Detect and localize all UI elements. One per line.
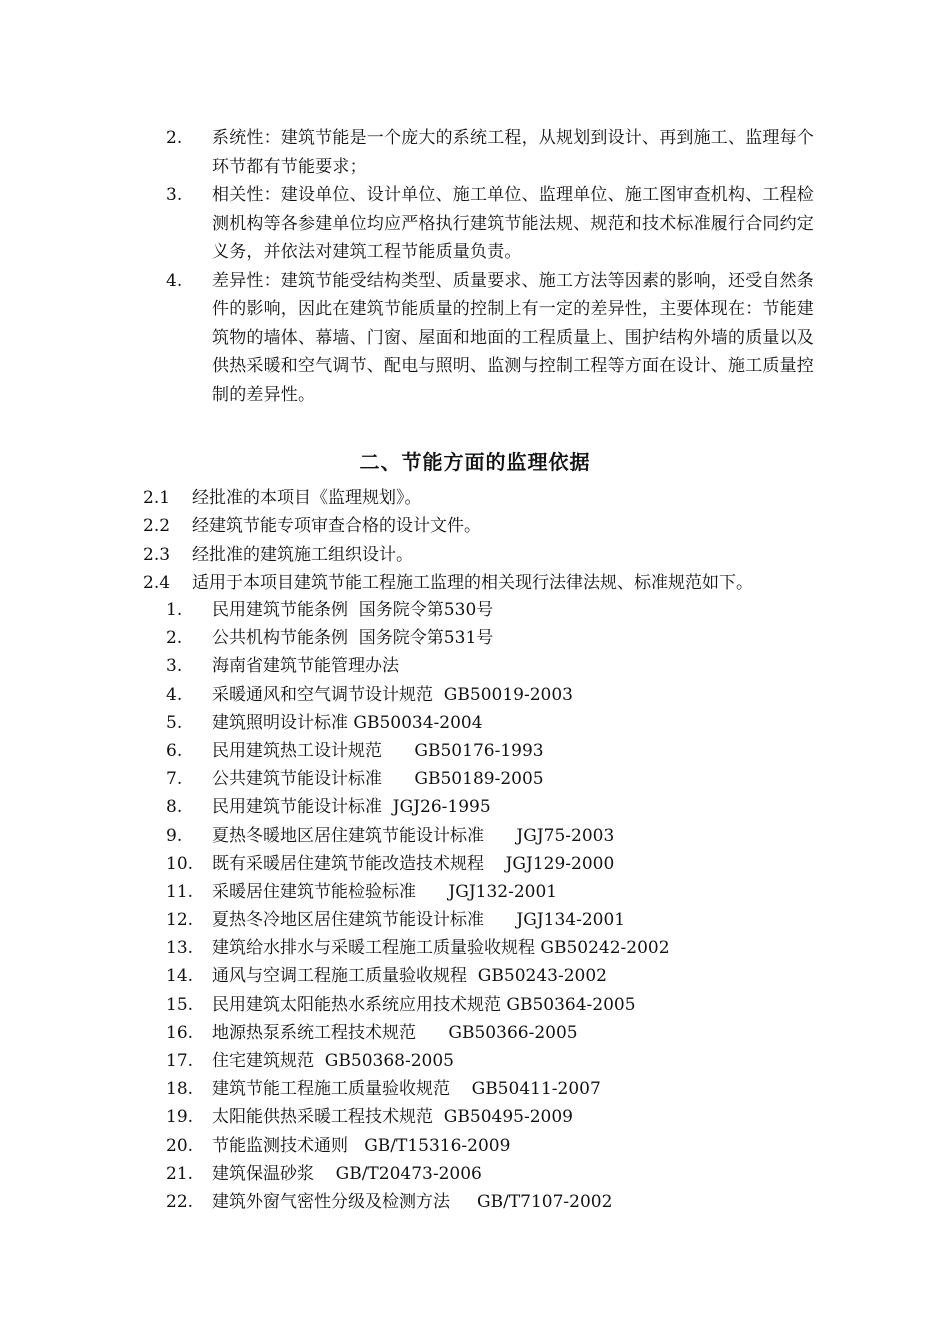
standard-item-text: 建筑节能工程施工质量验收规范 GB50411-2007 xyxy=(212,1079,601,1100)
standard-item-number: 5. xyxy=(166,712,183,733)
standard-item-text: 民用建筑太阳能热水系统应用技术规范 GB50364-2005 xyxy=(212,994,636,1015)
standard-item xyxy=(150,624,850,652)
standard-item xyxy=(150,1103,850,1131)
standard-item-text: 民用建筑热工设计规范 GB50176-1993 xyxy=(212,740,544,761)
standard-item-number: 4. xyxy=(166,684,183,705)
section-heading: 二、节能方面的监理依据 xyxy=(359,450,591,474)
standard-item-text: 太阳能供热采暖工程技术规范 GB50495-2009 xyxy=(212,1107,573,1128)
standard-item xyxy=(150,652,850,680)
standard-item xyxy=(150,596,850,624)
standard-item-number: 11. xyxy=(166,881,194,902)
standard-item-text: 夏热冬暖地区居住建筑节能设计标准 JGJ75-2003 xyxy=(212,825,615,846)
standard-item-text: 夏热冬冷地区居住建筑节能设计标准 JGJ134-2001 xyxy=(212,910,626,931)
list-item-number: 4. xyxy=(166,270,183,291)
list-item-number: 3. xyxy=(166,185,183,205)
standard-item-number: 3. xyxy=(166,656,183,677)
standard-item-number: 17. xyxy=(166,1051,194,1071)
list-item xyxy=(143,569,843,597)
standard-item-number: 10. xyxy=(166,853,194,874)
standard-item xyxy=(150,1132,850,1160)
standard-item xyxy=(150,709,850,737)
list-item xyxy=(150,181,830,267)
standard-item-text: 民用建筑节能设计标准 JGJ26-1995 xyxy=(212,797,491,818)
standard-item-number: 18. xyxy=(166,1079,194,1100)
standard-item-number: 6. xyxy=(166,740,183,761)
list-item xyxy=(143,512,843,540)
standard-item xyxy=(150,1188,850,1216)
standard-item-text: 建筑外窗气密性分级及检测方法 GB/T7107-2002 xyxy=(212,1191,613,1212)
list-item-text: 经批准的建筑施工组织设计。 xyxy=(192,544,413,565)
standard-item-number: 21. xyxy=(166,1163,194,1184)
standard-item-text: 地源热泵系统工程技术规范 GB50366-2005 xyxy=(212,1022,578,1043)
list-item-text: 差异性：建筑节能受结构类型、质量要求、施工方法等因素的影响，还受自然条件的影响，因此在建筑节能质量的控制上有一定的差异性，主要体现在：节能建筑物的墙体、幕墙、门窗、屋面和地面的工程质量上、围护结构外墙的质量以及供热采暖和空气调节、配电与照明、监测与控制工程等方面在设计、施工质量控制的差异性。 xyxy=(212,270,814,405)
standard-item xyxy=(150,934,850,962)
list-item xyxy=(150,267,830,410)
standard-item-text: 通风与空调工程施工质量验收规程 GB50243-2002 xyxy=(212,966,607,987)
standard-item-text: 采暖通风和空气调节设计规范 GB50019-2003 xyxy=(212,684,573,705)
standard-item xyxy=(150,793,850,821)
list-item-number: 2.2 xyxy=(143,516,171,537)
standard-item-number: 16. xyxy=(166,1022,194,1043)
list-item xyxy=(143,541,843,569)
standard-item-text: 节能监测技术通则 GB/T15316-2009 xyxy=(212,1135,511,1156)
list-item xyxy=(143,484,843,512)
standard-item-text: 公共机构节能条例 国务院令第531号 xyxy=(212,628,494,649)
standard-item xyxy=(150,850,850,878)
list-item-text: 系统性：建筑节能是一个庞大的系统工程，从规划到设计、再到施工、监理每个环节都有节能要求； xyxy=(212,128,814,177)
standard-item xyxy=(150,1160,850,1188)
standard-item-text: 建筑保温砂浆 GB/T20473-2006 xyxy=(212,1163,482,1184)
standard-item-number: 13. xyxy=(166,938,194,959)
standard-item-number: 1. xyxy=(166,600,183,620)
list-item xyxy=(150,124,830,181)
standard-item-text: 公共建筑节能设计标准 GB50189-2005 xyxy=(212,769,544,790)
standard-item-number: 19. xyxy=(166,1107,194,1128)
standard-item-text: 建筑照明设计标准 GB50034-2004 xyxy=(212,712,483,733)
standard-item-number: 9. xyxy=(166,825,183,846)
standard-item xyxy=(150,1075,850,1103)
basis-list xyxy=(143,484,843,598)
standard-item-number: 20. xyxy=(166,1135,194,1156)
standard-item xyxy=(150,822,850,850)
standard-item-text: 住宅建筑规范 GB50368-2005 xyxy=(212,1051,454,1071)
standards-list xyxy=(150,596,850,1216)
list-item-text: 经批准的本项目《监理规划》。 xyxy=(192,488,422,508)
standard-item-text: 建筑给水排水与采暖工程施工质量验收规程 GB50242-2002 xyxy=(212,938,670,959)
standard-item-number: 15. xyxy=(166,994,194,1015)
standard-item xyxy=(150,878,850,906)
standard-item xyxy=(150,737,850,765)
standard-item xyxy=(150,991,850,1019)
list-item-number: 2. xyxy=(166,128,183,148)
standard-item-number: 14. xyxy=(166,966,194,987)
standard-item xyxy=(150,962,850,990)
standard-item xyxy=(150,1047,850,1075)
standard-item-number: 12. xyxy=(166,910,194,931)
standard-item xyxy=(150,906,850,934)
list-item-text: 相关性：建设单位、设计单位、施工单位、监理单位、施工图审查机构、工程检测机构等各参建单位均应严格执行建筑节能法规、规范和技术标准履行合同约定义务，并依法对建筑工程节能质量负责。 xyxy=(212,185,814,262)
list-item-text: 经建筑节能专项审查合格的设计文件。 xyxy=(192,516,481,537)
standard-item-text: 民用建筑节能条例 国务院令第530号 xyxy=(212,600,494,620)
list-item-text: 适用于本项目建筑节能工程施工监理的相关现行法律法规、标准规范如下。 xyxy=(192,573,753,594)
list-item-number: 2.3 xyxy=(143,544,171,565)
standard-item-number: 8. xyxy=(166,797,183,818)
list-item-number: 2.1 xyxy=(143,488,171,508)
standard-item-number: 7. xyxy=(166,769,183,790)
standard-item-text: 海南省建筑节能管理办法 xyxy=(212,656,399,677)
standard-item-text: 既有采暖居住建筑节能改造技术规程 JGJ129-2000 xyxy=(212,853,615,874)
standard-item xyxy=(150,765,850,793)
list-item-number: 2.4 xyxy=(143,573,171,594)
standard-item-number: 22. xyxy=(166,1191,194,1212)
standard-item xyxy=(150,681,850,709)
characteristics-list xyxy=(150,124,830,409)
standard-item xyxy=(150,1019,850,1047)
standard-item-number: 2. xyxy=(166,628,183,649)
standard-item-text: 采暖居住建筑节能检验标准 JGJ132-2001 xyxy=(212,881,558,902)
